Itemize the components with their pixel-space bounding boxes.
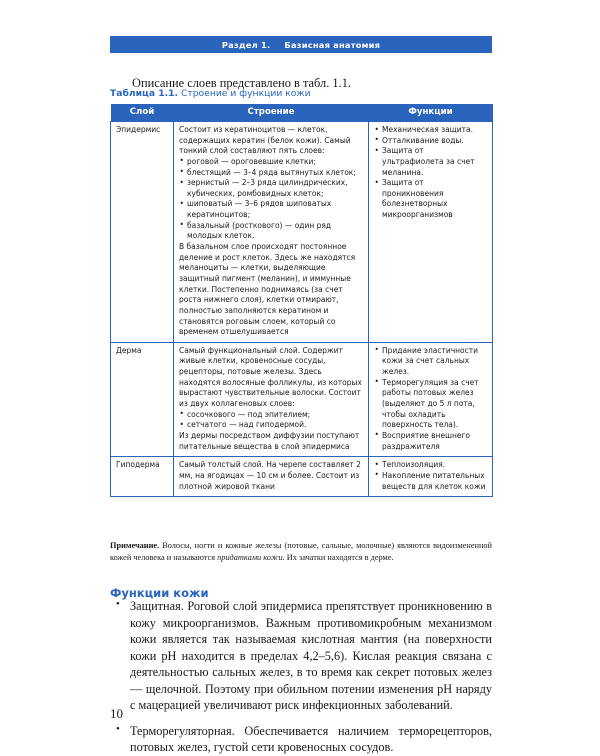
function-bullet: • Придание эластичности кожи за счет сальных желез. xyxy=(374,346,487,378)
structure-bullet-list xyxy=(179,410,363,431)
running-head-section-number: Раздел 1. xyxy=(221,39,271,50)
running-head xyxy=(110,36,492,53)
list-item: • Терморегуляторная. Обеспечивается наличием терморецепторов, потовых желез, густой сети кровеносных сосудов. xyxy=(110,723,492,756)
skin-functions-list xyxy=(110,598,492,756)
functions-bullet-list xyxy=(374,125,487,221)
function-bullet: • Защита от ультрафиолета за счет меланина. xyxy=(374,146,487,178)
function-bullet: • Терморегуляция за счет работы потовых желез (выделяют до 5 л пота, чтобы охладить поверхность тела). xyxy=(374,378,487,431)
function-bullet: • Накопление питательных веществ для клеток кожи xyxy=(374,471,487,492)
table-caption xyxy=(110,88,492,99)
structure-outro: Из дермы посредством диффузии поступают питательные вещества в слой эпидермиса xyxy=(179,430,360,451)
cell-functions xyxy=(369,457,493,497)
table-note-part1: Волосы, ногти и кожные железы (потовые, сальные, молочные) являются видоизмененной кожей человека и называются xyxy=(110,541,492,562)
intro-paragraph: Описание слоев представлено в табл. 1.1. xyxy=(132,76,351,91)
function-bullet: • Защита от проникновения болезнетворных микроорганизмов xyxy=(374,178,487,221)
functions-bullet-list xyxy=(374,460,487,492)
structure-bullet-list xyxy=(179,157,363,242)
table-row xyxy=(111,342,493,456)
functions-bullet-list xyxy=(374,346,487,452)
structure-bullet: • шиповатый — 3–6 рядов шиповатых кератиноцитов; xyxy=(179,199,363,220)
table-header-functions: Функции xyxy=(369,104,493,122)
table-note-part2: . Их зачатки находятся в дерме. xyxy=(282,552,394,562)
cell-layer-name: Эпидермис xyxy=(111,122,174,343)
structure-bullet: • сосочкового — под эпителием; xyxy=(179,410,363,421)
structure-bullet: • сетчатого — над гиподермой. xyxy=(179,420,363,431)
list-item: • Защитная. Роговой слой эпидермиса препятствует проникновению в кожу микроорганизмов. Важным противомикробным механизмом кожи является так называемая кислотная мантия (на поверхности кожи рН находится в пределах 4,2–5,6). Кислая реакция связана с деятельностью сальных желез, в то время как секрет потовых желез — щелочной. Поэтому при обильном потении изменения рН наряду с мацерацией увеличивают риск инфекционных заболеваний. xyxy=(110,598,492,714)
table-note-label: Примечание. xyxy=(110,541,160,550)
table-note xyxy=(110,540,492,564)
table-caption-text: Строение и функции кожи xyxy=(180,88,311,99)
structure-intro: Самый функциональный слой. Содержит живые клетки, кровеносные сосуды, рецепторы, потовые железы. Здесь находятся волосяные фолликулы, из которых вырастают чувствительные волоски. Состоит из двух коллагеновых слоев: xyxy=(179,345,362,409)
structure-bullet: • роговой — ороговевшие клетки; xyxy=(179,157,363,168)
cell-functions xyxy=(369,122,493,343)
table-header-structure: Строение xyxy=(174,104,369,122)
structure-bullet: • базальный (росткового) — один ряд молодых клеток. xyxy=(179,221,363,242)
structure-bullet: • блестящий — 3–4 ряда вытянутых клеток; xyxy=(179,168,363,179)
cell-structure xyxy=(174,122,369,343)
function-bullet: • Теплоизоляция. xyxy=(374,460,487,471)
table-header-row xyxy=(111,104,493,122)
table-note-italic-term: придатками кожи xyxy=(217,552,283,562)
cell-layer-name: Гиподерма xyxy=(111,457,174,497)
cell-structure xyxy=(174,342,369,456)
cell-functions xyxy=(369,342,493,456)
function-bullet: • Восприятие внешнего раздражителя xyxy=(374,431,487,452)
structure-intro: Самый толстый слой. На черепе составляет 2 мм, на ягодицах — 10 см и более. Состоит из плотной жировой ткани xyxy=(179,460,361,491)
running-head-section-title: Базисная анатомия xyxy=(284,39,381,50)
table-row xyxy=(111,122,493,343)
cell-layer-name: Дерма xyxy=(111,342,174,456)
function-bullet: • Отталкивание воды. xyxy=(374,136,487,147)
function-bullet: • Механическая защита. xyxy=(374,125,487,136)
table-header-layer: Слой xyxy=(111,104,174,122)
table-caption-label: Таблица 1.1. xyxy=(110,88,179,99)
section-heading: Функции кожи xyxy=(110,585,209,600)
structure-bullet: • зернистый — 2–3 ряда цилиндрических, кубических, ромбовидных клеток; xyxy=(179,178,363,199)
cell-structure xyxy=(174,457,369,497)
page-number: 10 xyxy=(110,706,123,721)
structure-intro: Состоит из кератиноцитов — клеток, содержащих кератин (белок кожи). Самый тонкий слой составляют пять слоев: xyxy=(179,125,351,156)
table-row xyxy=(111,457,493,497)
structure-outro: В базальном слое происходят постоянное деление и рост клеток. Здесь же находятся меланоциты — клетки, выделяющие защитный пигмент (меланин), и иммунные клетки. Постепенно поднимаясь (за счет роста нижнего слоя), клетки отмирают, полностью заполняются кератином и становятся роговым слоем, который со временем отшелушивается xyxy=(179,242,356,337)
skin-structure-table xyxy=(110,104,493,497)
